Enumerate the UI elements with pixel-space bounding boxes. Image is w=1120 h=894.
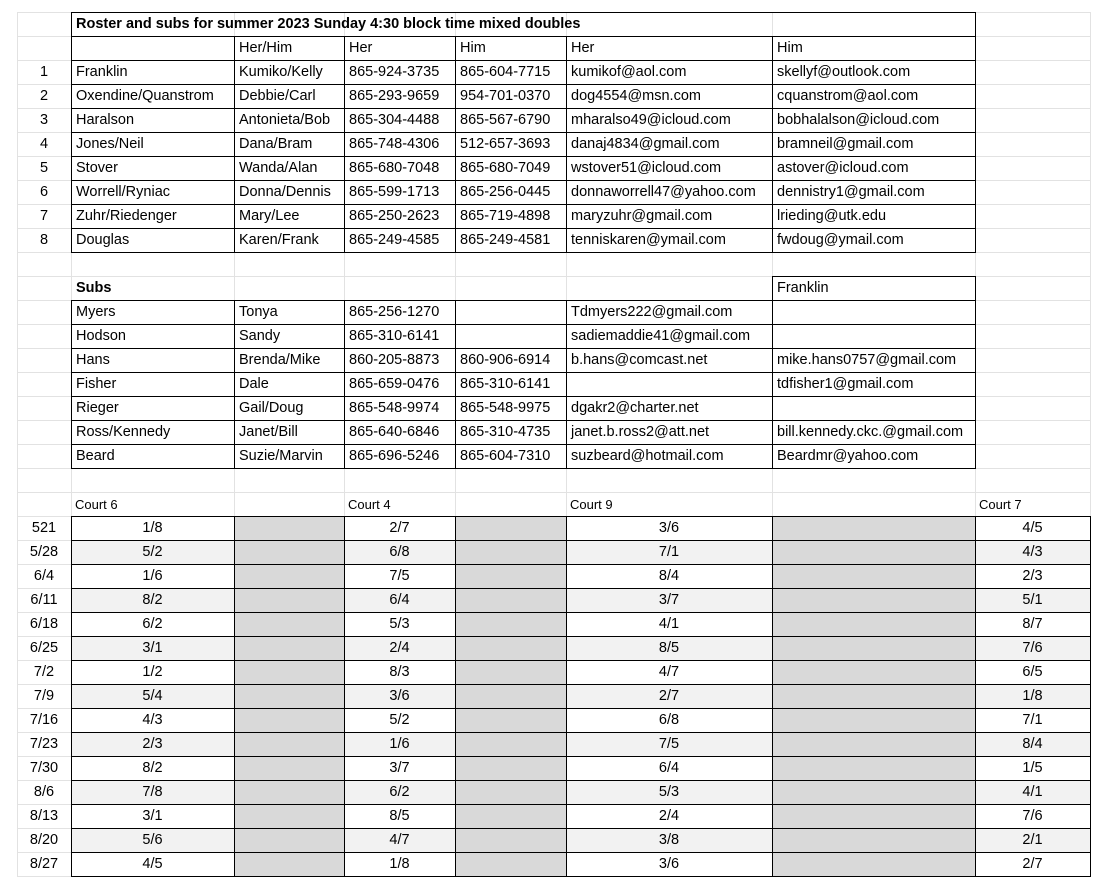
sub-her-email: suzbeard@hotmail.com bbox=[571, 448, 724, 464]
court-label: Court 6 bbox=[75, 497, 118, 512]
matchup: 1/5 bbox=[1022, 760, 1043, 776]
matchup: 1/8 bbox=[389, 856, 410, 872]
sub-team: Ross/Kennedy bbox=[76, 424, 171, 440]
team-names: Debbie/Carl bbox=[239, 88, 316, 104]
header-1: Her/Him bbox=[239, 40, 293, 56]
team-him-phone: 865-604-7715 bbox=[460, 64, 551, 80]
sub-him-phone: 865-310-6141 bbox=[460, 376, 551, 392]
sub-her-phone: 865-548-9974 bbox=[349, 400, 440, 416]
matchup: 4/3 bbox=[142, 712, 163, 728]
matchup: 2/3 bbox=[1022, 568, 1043, 584]
matchup: 8/2 bbox=[142, 592, 163, 608]
sub-her-phone: 865-640-6846 bbox=[349, 424, 440, 440]
matchup: 2/1 bbox=[1022, 832, 1043, 848]
sub-him-email: mike.hans0757@gmail.com bbox=[777, 352, 957, 368]
sub-him-phone bbox=[455, 324, 566, 348]
sub-team: Myers bbox=[76, 304, 116, 320]
matchup: 3/6 bbox=[658, 856, 680, 872]
sub-her-phone: 865-659-0476 bbox=[349, 376, 440, 392]
team-team: Franklin bbox=[76, 64, 128, 80]
sub-her-phone: 865-310-6141 bbox=[349, 328, 440, 344]
team-him-email: bramneil@gmail.com bbox=[777, 136, 914, 152]
schedule-date: 521 bbox=[31, 520, 57, 536]
sub-her-email: sadiemaddie41@gmail.com bbox=[571, 328, 751, 344]
team-number: 2 bbox=[39, 88, 49, 104]
team-number: 4 bbox=[39, 136, 49, 152]
sub-her-email: Tdmyers222@gmail.com bbox=[571, 304, 733, 320]
matchup: 3/1 bbox=[142, 640, 163, 656]
team-him-phone: 954-701-0370 bbox=[460, 88, 551, 104]
matchup: 4/5 bbox=[1022, 520, 1043, 536]
header-5: Him bbox=[777, 40, 803, 56]
matchup: 8/7 bbox=[1022, 616, 1043, 632]
sub-her-email: dgakr2@charter.net bbox=[571, 400, 699, 416]
team-number: 5 bbox=[39, 160, 49, 176]
header-4: Her bbox=[571, 40, 595, 56]
matchup: 4/1 bbox=[658, 616, 680, 632]
sub-names: Janet/Bill bbox=[239, 424, 298, 440]
sub-team: Fisher bbox=[76, 376, 117, 392]
matchup: 6/2 bbox=[142, 616, 163, 632]
matchup: 2/3 bbox=[142, 736, 163, 752]
team-her-email: danaj4834@gmail.com bbox=[571, 136, 720, 152]
team-names: Donna/Dennis bbox=[239, 184, 331, 200]
team-number: 6 bbox=[39, 184, 49, 200]
team-her-email: tenniskaren@ymail.com bbox=[571, 232, 726, 248]
header-3: Him bbox=[460, 40, 486, 56]
matchup: 6/2 bbox=[389, 784, 410, 800]
team-her-email: maryzuhr@gmail.com bbox=[571, 208, 713, 224]
sub-him-phone: 865-604-7310 bbox=[460, 448, 551, 464]
matchup: 8/5 bbox=[658, 640, 680, 656]
team-her-phone: 865-250-2623 bbox=[349, 208, 440, 224]
schedule-date: 8/20 bbox=[29, 832, 59, 848]
matchup: 3/1 bbox=[142, 808, 163, 824]
matchup: 8/4 bbox=[658, 568, 680, 584]
blank-gray-column bbox=[455, 516, 566, 876]
sub-him-phone: 865-310-4735 bbox=[460, 424, 551, 440]
matchup: 5/3 bbox=[389, 616, 410, 632]
team-him-phone: 865-567-6790 bbox=[460, 112, 551, 128]
team-him-phone: 865-256-0445 bbox=[460, 184, 551, 200]
team-names: Wanda/Alan bbox=[239, 160, 318, 176]
schedule-date: 8/27 bbox=[29, 856, 59, 872]
matchup: 1/8 bbox=[1022, 688, 1043, 704]
sub-him-email: Beardmr@yahoo.com bbox=[777, 448, 919, 464]
header-2: Her bbox=[349, 40, 373, 56]
sub-team: Beard bbox=[76, 448, 115, 464]
sub-her-phone: 865-256-1270 bbox=[349, 304, 440, 320]
sub-names: Dale bbox=[239, 376, 269, 392]
team-team: Worrell/Ryniac bbox=[76, 184, 171, 200]
matchup: 2/4 bbox=[658, 808, 680, 824]
matchup: 3/6 bbox=[389, 688, 410, 704]
matchup: 8/3 bbox=[389, 664, 410, 680]
sub-names: Brenda/Mike bbox=[239, 352, 321, 368]
schedule-date: 6/4 bbox=[33, 568, 55, 584]
team-number: 1 bbox=[39, 64, 49, 80]
team-names: Dana/Bram bbox=[239, 136, 313, 152]
matchup: 5/1 bbox=[1022, 592, 1043, 608]
sub-names: Suzie/Marvin bbox=[239, 448, 323, 464]
team-him-email: lrieding@utk.edu bbox=[777, 208, 887, 224]
matchup: 6/8 bbox=[389, 544, 410, 560]
sub-team: Hans bbox=[76, 352, 110, 368]
sub-her-email bbox=[566, 372, 772, 396]
team-him-email: fwdoug@ymail.com bbox=[777, 232, 904, 248]
schedule-date: 8/6 bbox=[33, 784, 55, 800]
team-team: Zuhr/Riedenger bbox=[76, 208, 177, 224]
matchup: 1/6 bbox=[142, 568, 163, 584]
sub-him-phone bbox=[455, 300, 566, 324]
matchup: 2/7 bbox=[389, 520, 410, 536]
schedule-date: 6/11 bbox=[30, 592, 58, 608]
team-her-phone: 865-599-1713 bbox=[349, 184, 440, 200]
matchup: 3/8 bbox=[658, 832, 680, 848]
matchup: 4/7 bbox=[389, 832, 410, 848]
matchup: 1/2 bbox=[142, 664, 163, 680]
team-her-phone: 865-293-9659 bbox=[349, 88, 440, 104]
team-her-phone: 865-680-7048 bbox=[349, 160, 440, 176]
sub-her-email: b.hans@comcast.net bbox=[571, 352, 708, 368]
schedule-date: 7/2 bbox=[33, 664, 55, 680]
team-her-email: donnaworrell47@yahoo.com bbox=[571, 184, 756, 200]
sub-her-phone: 860-205-8873 bbox=[349, 352, 440, 368]
matchup: 3/7 bbox=[658, 592, 680, 608]
subs-title: Subs bbox=[76, 280, 112, 296]
team-him-email: cquanstrom@aol.com bbox=[777, 88, 919, 104]
team-number: 7 bbox=[39, 208, 49, 224]
sub-names: Sandy bbox=[239, 328, 281, 344]
team-team: Jones/Neil bbox=[76, 136, 144, 152]
team-him-email: astover@icloud.com bbox=[777, 160, 909, 176]
schedule-date: 6/25 bbox=[29, 640, 59, 656]
matchup: 4/3 bbox=[1022, 544, 1043, 560]
team-team: Douglas bbox=[76, 232, 130, 248]
schedule-date: 6/18 bbox=[29, 616, 59, 632]
sub-her-phone: 865-696-5246 bbox=[349, 448, 440, 464]
team-her-phone: 865-249-4585 bbox=[349, 232, 440, 248]
schedule-date: 5/28 bbox=[29, 544, 59, 560]
sub-names: Tonya bbox=[239, 304, 278, 320]
schedule-date: 8/13 bbox=[29, 808, 59, 824]
team-names: Mary/Lee bbox=[239, 208, 300, 224]
team-him-phone: 865-719-4898 bbox=[460, 208, 551, 224]
schedule-date: 7/30 bbox=[29, 760, 59, 776]
sub-him-email bbox=[772, 300, 975, 324]
team-him-phone: 512-657-3693 bbox=[460, 136, 551, 152]
matchup: 1/8 bbox=[142, 520, 163, 536]
matchup: 8/2 bbox=[142, 760, 163, 776]
team-team: Oxendine/Quanstrom bbox=[76, 88, 214, 104]
sub-team: Hodson bbox=[76, 328, 126, 344]
subs-note: Franklin bbox=[777, 280, 829, 296]
team-her-phone: 865-924-3735 bbox=[349, 64, 440, 80]
matchup: 7/6 bbox=[1022, 640, 1043, 656]
matchup: 2/7 bbox=[658, 688, 680, 704]
team-her-phone: 865-304-4488 bbox=[349, 112, 440, 128]
team-her-email: mharalso49@icloud.com bbox=[571, 112, 731, 128]
matchup: 6/5 bbox=[1022, 664, 1043, 680]
team-her-email: wstover51@icloud.com bbox=[571, 160, 722, 176]
court-label: Court 4 bbox=[348, 497, 391, 512]
sub-him-email: bill.kennedy.ckc.@gmail.com bbox=[777, 424, 964, 440]
team-her-phone: 865-748-4306 bbox=[349, 136, 440, 152]
matchup: 5/6 bbox=[142, 832, 163, 848]
matchup: 6/8 bbox=[658, 712, 680, 728]
matchup: 1/6 bbox=[389, 736, 410, 752]
team-number: 3 bbox=[39, 112, 49, 128]
team-names: Kumiko/Kelly bbox=[239, 64, 323, 80]
team-him-email: bobhalalson@icloud.com bbox=[777, 112, 940, 128]
sub-team: Rieger bbox=[76, 400, 119, 416]
matchup: 5/2 bbox=[142, 544, 163, 560]
team-him-phone: 865-249-4581 bbox=[460, 232, 551, 248]
sub-him-email bbox=[772, 324, 975, 348]
matchup: 7/1 bbox=[658, 544, 680, 560]
team-names: Karen/Frank bbox=[239, 232, 319, 248]
team-her-email: dog4554@msn.com bbox=[571, 88, 701, 104]
court-label: Court 7 bbox=[979, 497, 1022, 512]
matchup: 3/7 bbox=[389, 760, 410, 776]
sub-names: Gail/Doug bbox=[239, 400, 304, 416]
team-him-phone: 865-680-7049 bbox=[460, 160, 551, 176]
matchup: 5/4 bbox=[142, 688, 163, 704]
matchup: 4/7 bbox=[658, 664, 680, 680]
schedule-date: 7/9 bbox=[33, 688, 55, 704]
team-names: Antonieta/Bob bbox=[239, 112, 331, 128]
matchup: 7/5 bbox=[658, 736, 680, 752]
team-him-email: skellyf@outlook.com bbox=[777, 64, 911, 80]
court-label: Court 9 bbox=[570, 497, 613, 512]
sub-him-email bbox=[772, 396, 975, 420]
blank-gray-column bbox=[234, 516, 344, 876]
matchup: 5/3 bbox=[658, 784, 680, 800]
sub-him-email: tdfisher1@gmail.com bbox=[777, 376, 914, 392]
matchup: 4/5 bbox=[142, 856, 163, 872]
matchup: 6/4 bbox=[389, 592, 410, 608]
sub-him-phone: 860-906-6914 bbox=[460, 352, 551, 368]
team-team: Haralson bbox=[76, 112, 135, 128]
matchup: 6/4 bbox=[658, 760, 680, 776]
matchup: 2/4 bbox=[389, 640, 410, 656]
matchup: 3/6 bbox=[658, 520, 680, 536]
schedule-date: 7/23 bbox=[29, 736, 59, 752]
matchup: 2/7 bbox=[1022, 856, 1043, 872]
sub-her-email: janet.b.ross2@att.net bbox=[571, 424, 710, 440]
team-him-email: dennistry1@gmail.com bbox=[777, 184, 925, 200]
schedule-date: 7/16 bbox=[29, 712, 59, 728]
matchup: 7/6 bbox=[1022, 808, 1043, 824]
matchup: 4/1 bbox=[1022, 784, 1043, 800]
matchup: 7/5 bbox=[389, 568, 410, 584]
blank-gray-column bbox=[772, 516, 975, 876]
team-team: Stover bbox=[76, 160, 118, 176]
roster-title: Roster and subs for summer 2023 Sunday 4:30 block time mixed doubles bbox=[76, 16, 581, 32]
sub-him-phone: 865-548-9975 bbox=[460, 400, 551, 416]
matchup: 7/1 bbox=[1022, 712, 1043, 728]
matchup: 7/8 bbox=[142, 784, 163, 800]
team-her-email: kumikof@aol.com bbox=[571, 64, 687, 80]
matchup: 8/5 bbox=[389, 808, 410, 824]
matchup: 5/2 bbox=[389, 712, 410, 728]
team-number: 8 bbox=[39, 232, 49, 248]
matchup: 8/4 bbox=[1022, 736, 1043, 752]
